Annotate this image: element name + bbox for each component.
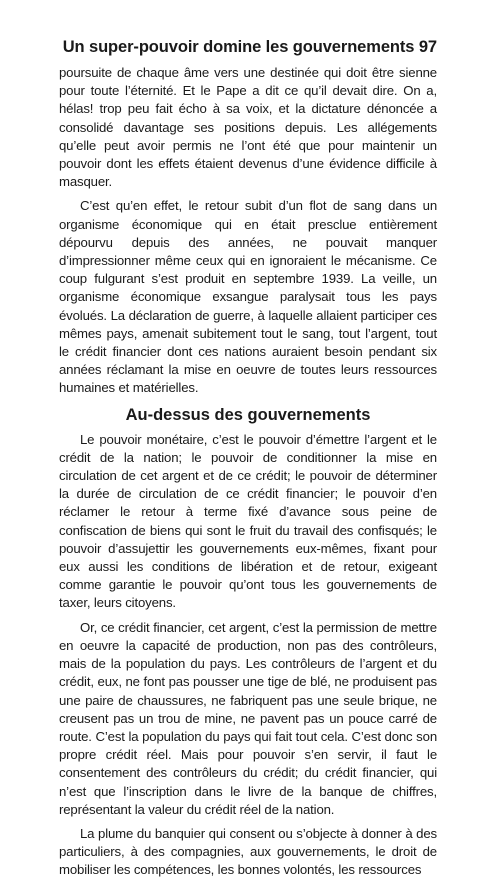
running-header xyxy=(59,36,437,58)
page-number: 97 xyxy=(418,38,437,56)
paragraph-continued: poursuite de chaque âme vers une destinée qui doit être sienne pour toute l’éternité. Et le Pape a dit ce qu’il devait dire. On a, hélas! trop peu fait écho à sa voix, et la dictature dénoncée a consolidé davantage ses positions depuis. Les allégements qu’elle peut avoir permis ne l’ont été que pour maintenir un pouvoir dont les effets étaient devenus d’une évidence difficile à masquer. xyxy=(59,65,437,190)
paragraph: C’est qu’en effet, le retour subit d’un flot de sang dans un organisme économique qui en était presclue entièrement dépourvu depuis des années, ne pouvait manquer d’impressionner même ceux qui en ignoraient le mécanisme. Ce coup fulgurant s’est produit en septembre 1939. La veille, un organisme économique exsangue paralysait tous les pays évolués. La déclaration de guerre, à laquelle allaient participer ces mêmes pays, amenait subitement tout le sang, tout l’argent, tout le crédit financier dont ces nations auraient besoin pendant six années réclamant la mise en oeuvre de toutes leurs ressources humaines et matérielles. xyxy=(59,198,437,396)
book-page xyxy=(59,36,437,886)
paragraph: La plume du banquier qui consent ou s’objecte à donner à des particuliers, à des compagnies, aux gouvernements, le droit de mobiliser les compétences, les bonnes volontés, les ressources xyxy=(59,825,437,878)
paragraph: Or, ce crédit financier, cet argent, c’est la permission de mettre en oeuvre la capacité de production, non pas des contrôleurs, mais de la population du pays. Les contrôleurs de l’argent et du crédit, eux, ne font pas pousser une tige de blé, ne produisent pas une paire de chaussures, ne fabriquent pas une seule brique, ne creusent pas un trou de mine, ne pavent pas un pouce carré de route. C’est la population du pays qui fait tout cela. C’est donc son propre crédit réel. Mais pour pouvoir s’en servir, il faut le consentement des contrôleurs du crédit; du crédit financier, qui n’est que l’inscription dans le livre de la banque de chiffres, représentant la valeur du crédit réel de la nation. xyxy=(59,619,437,817)
paragraph: Le pouvoir monétaire, c’est le pouvoir d’émettre l’argent et le crédit de la nation; le pouvoir de conditionner la mise en circulation de cet argent et de ce crédit; le pouvoir de déterminer la durée de circulation de ce crédit financier; le pouvoir d’en réclamer le retour à terme fixé d’avance sous peine de confiscation de biens qui sont le fruit du travail des confisqués; le pouvoir d’assujettir les gouvernements eux-mêmes, fixant pour eux aussi les conditions de libération et de retour, exigeant comme garantie le pouvoir qu’ont tous les gouvernements de taxer, leurs citoyens. xyxy=(59,431,437,611)
running-header-title: Un super-pouvoir domine les gouvernements xyxy=(62,38,415,56)
section-heading: Au-dessus des gouvernements xyxy=(125,405,371,424)
